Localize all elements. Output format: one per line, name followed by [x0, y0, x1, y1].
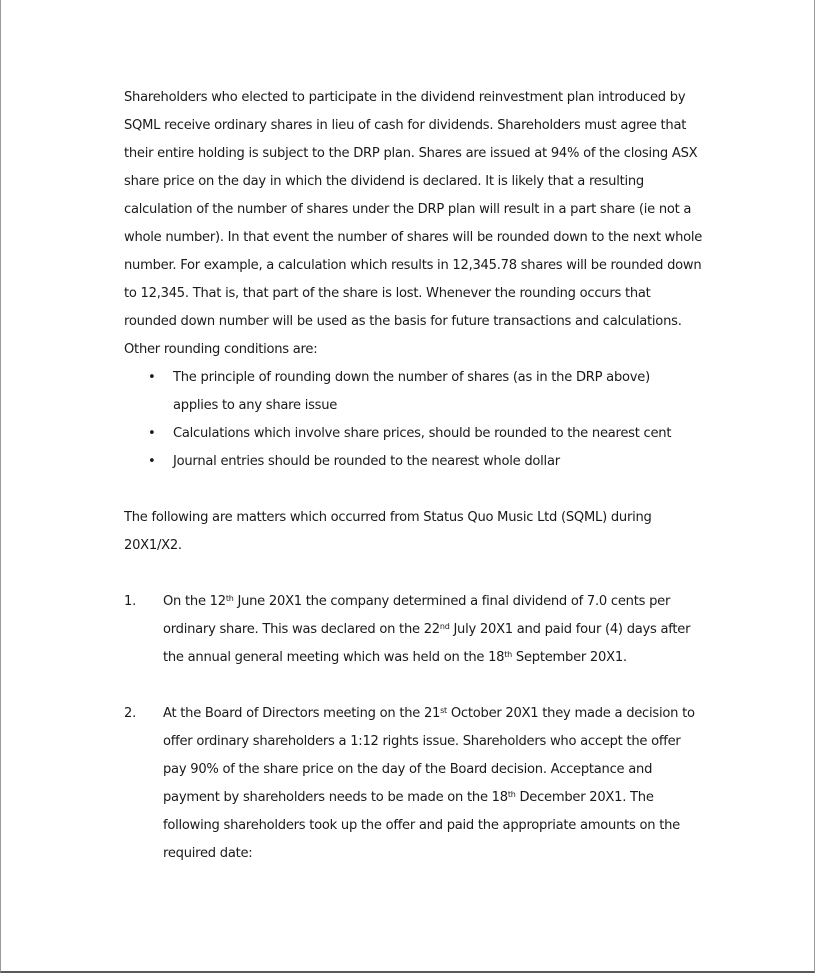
matter-item [124, 700, 704, 868]
matter-number: 1. [124, 594, 136, 609]
ordinal-suffix: st [440, 706, 447, 715]
ordinal-suffix: th [225, 594, 234, 603]
bullet-icon: • [148, 370, 156, 385]
bullet-icon: • [148, 426, 156, 441]
rounding-condition-text: Journal entries should be rounded to the nearest whole dollar [173, 454, 560, 469]
matter-text: On the 12th June 20X1 the company determined a final dividend of 7.0 cents per ordinary share. This was declared on the 22nd July 20X1 and paid four (4) days after the annual general meeting which was held on the 18th September 20X1. [163, 594, 691, 665]
bullet-icon: • [148, 454, 156, 469]
drp-paragraph: Shareholders who elected to participate in the dividend reinvestment plan introduced by SQML receive ordinary shares in lieu of cash for dividends. Shareholders must agree that their entire holding is subject to the DRP plan. Shares are issued at 94% of the closing ASX share price on the day in which the dividend is declared. It is likely that a resulting calculation of the number of shares under the DRP plan will result in a part share (ie not a whole number). In that event the number of shares will be rounded down to the next whole number. For example, a calculation which results in 12,345.78 shares will be rounded down to 12,345. That is, that part of the share is lost. Whenever the rounding occurs that rounded down number will be used as the basis for future transactions and calculations. [124, 90, 703, 329]
rounding-condition-item [124, 448, 704, 476]
matters-intro: The following are matters which occurred from Status Quo Music Ltd (SQML) during 20X1/X2. [124, 510, 652, 553]
spacer [124, 672, 704, 700]
document-body [124, 84, 704, 868]
rounding-condition-text: The principle of rounding down the number of shares (as in the DRP above) applies to any share issue [173, 370, 650, 413]
ordinal-suffix: nd [439, 622, 450, 631]
rounding-condition-item [124, 420, 704, 448]
rounding-condition-item [124, 364, 704, 420]
spacer [124, 476, 704, 504]
matter-text: At the Board of Directors meeting on the 21st October 20X1 they made a decision to offer ordinary shareholders a 1:12 rights issue. Shareholders who accept the offer pay 90% of the share price on the day of the Board decision. Acceptance and payment by shareholders needs to be made on the 18th December 20X1. The following shareholders took up the offer and paid the appropriate amounts on the required date: [163, 706, 695, 861]
rounding-heading: Other rounding conditions are: [124, 342, 318, 357]
ordinal-suffix: th [507, 790, 516, 799]
matter-item [124, 588, 704, 672]
spacer [124, 560, 704, 588]
matter-number: 2. [124, 706, 136, 721]
rounding-conditions-list [124, 364, 704, 476]
rounding-condition-text: Calculations which involve share prices, should be rounded to the nearest cent [173, 426, 672, 441]
matters-list [124, 588, 704, 868]
ordinal-suffix: th [504, 650, 512, 659]
